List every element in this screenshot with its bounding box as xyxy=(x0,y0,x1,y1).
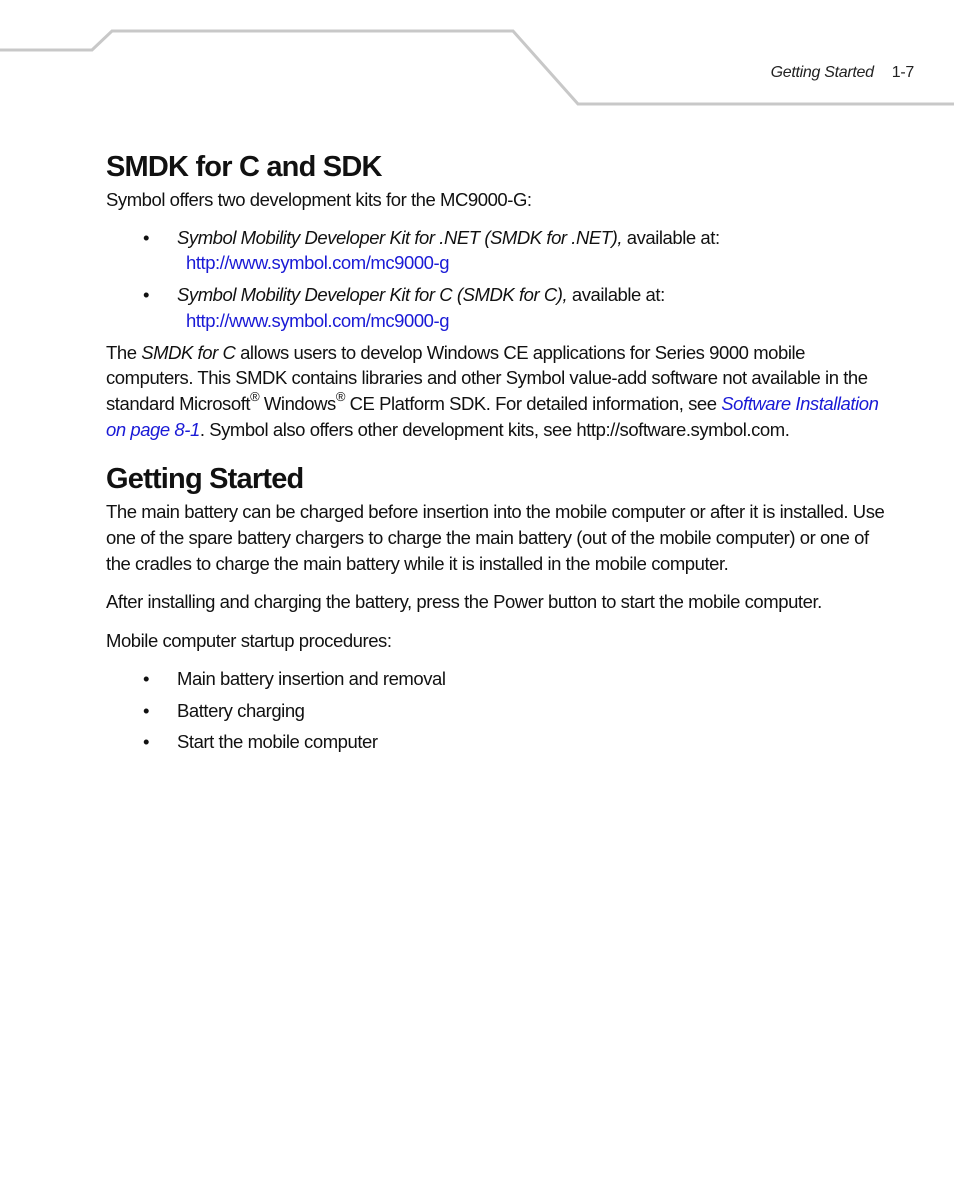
text-run: allows users to develop Windows CE applications for Series 9000 mobile computers. This SMDK contains libraries and other Symbol value-add software not available in the standard Microsoft xyxy=(106,341,868,414)
running-head xyxy=(771,64,914,82)
step-label: Battery charging xyxy=(177,699,305,721)
text-run: Windows xyxy=(259,392,336,414)
getting-started-paragraph-2: After installing and charging the battery, press the Power button to start the mobile computer. xyxy=(106,591,822,613)
kit-name: Symbol Mobility Developer Kit for C (SMDK for C), xyxy=(177,284,568,306)
smdk-description xyxy=(106,340,886,443)
bullet-glyph: • xyxy=(143,284,150,306)
bullet-glyph: • xyxy=(143,667,150,689)
kit-url-link[interactable]: http://www.symbol.com/mc9000-g xyxy=(186,252,450,274)
step-label: Start the mobile computer xyxy=(177,731,378,753)
list-item xyxy=(106,698,886,724)
list-item xyxy=(106,729,886,755)
page-content xyxy=(106,150,886,761)
kit-name: Symbol Mobility Developer Kit for .NET (SMDK for .NET), xyxy=(177,226,623,248)
software-installation-link[interactable]: Software Installation on page 8-1 xyxy=(106,392,879,440)
running-head-section: Getting Started xyxy=(770,64,874,81)
bullet-glyph: • xyxy=(143,699,150,721)
list-item xyxy=(106,282,886,333)
list-item xyxy=(106,225,886,276)
kit-suffix: available at: xyxy=(622,226,720,248)
registered-mark: ® xyxy=(250,388,260,404)
smdk-kit-list xyxy=(106,225,886,334)
text-run: CE Platform SDK. For detailed information, see xyxy=(344,392,722,414)
bullet-glyph: • xyxy=(143,226,150,248)
smdk-heading: SMDK for C and SDK xyxy=(106,151,382,183)
smdk-intro: Symbol offers two development kits for the MC9000-G: xyxy=(106,189,532,210)
kit-suffix: available at: xyxy=(567,284,665,306)
step-label: Main battery insertion and removal xyxy=(177,667,446,689)
header-rule-decoration xyxy=(0,0,954,120)
registered-mark: ® xyxy=(335,388,345,404)
text-run-italic: SMDK for C xyxy=(141,341,236,363)
getting-started-paragraph-1: The main battery can be charged before insertion into the mobile computer or after it is installed. Use one of the spare battery chargers to charge the main battery (out of the mobile computer) or one of the cradles to charge the main battery while it is installed in the mobile computer. xyxy=(106,501,885,574)
kit-url-link[interactable]: http://www.symbol.com/mc9000-g xyxy=(186,309,450,331)
getting-started-paragraph-3: Mobile computer startup procedures: xyxy=(106,630,392,652)
startup-procedure-list xyxy=(106,666,886,755)
text-run: . Symbol also offers other development kits, see http://software.symbol.com. xyxy=(199,418,790,440)
list-item xyxy=(106,666,886,692)
text-run: The xyxy=(106,341,142,363)
getting-started-heading: Getting Started xyxy=(106,463,304,496)
page-number: 1-7 xyxy=(891,64,914,81)
bullet-glyph: • xyxy=(143,731,150,753)
